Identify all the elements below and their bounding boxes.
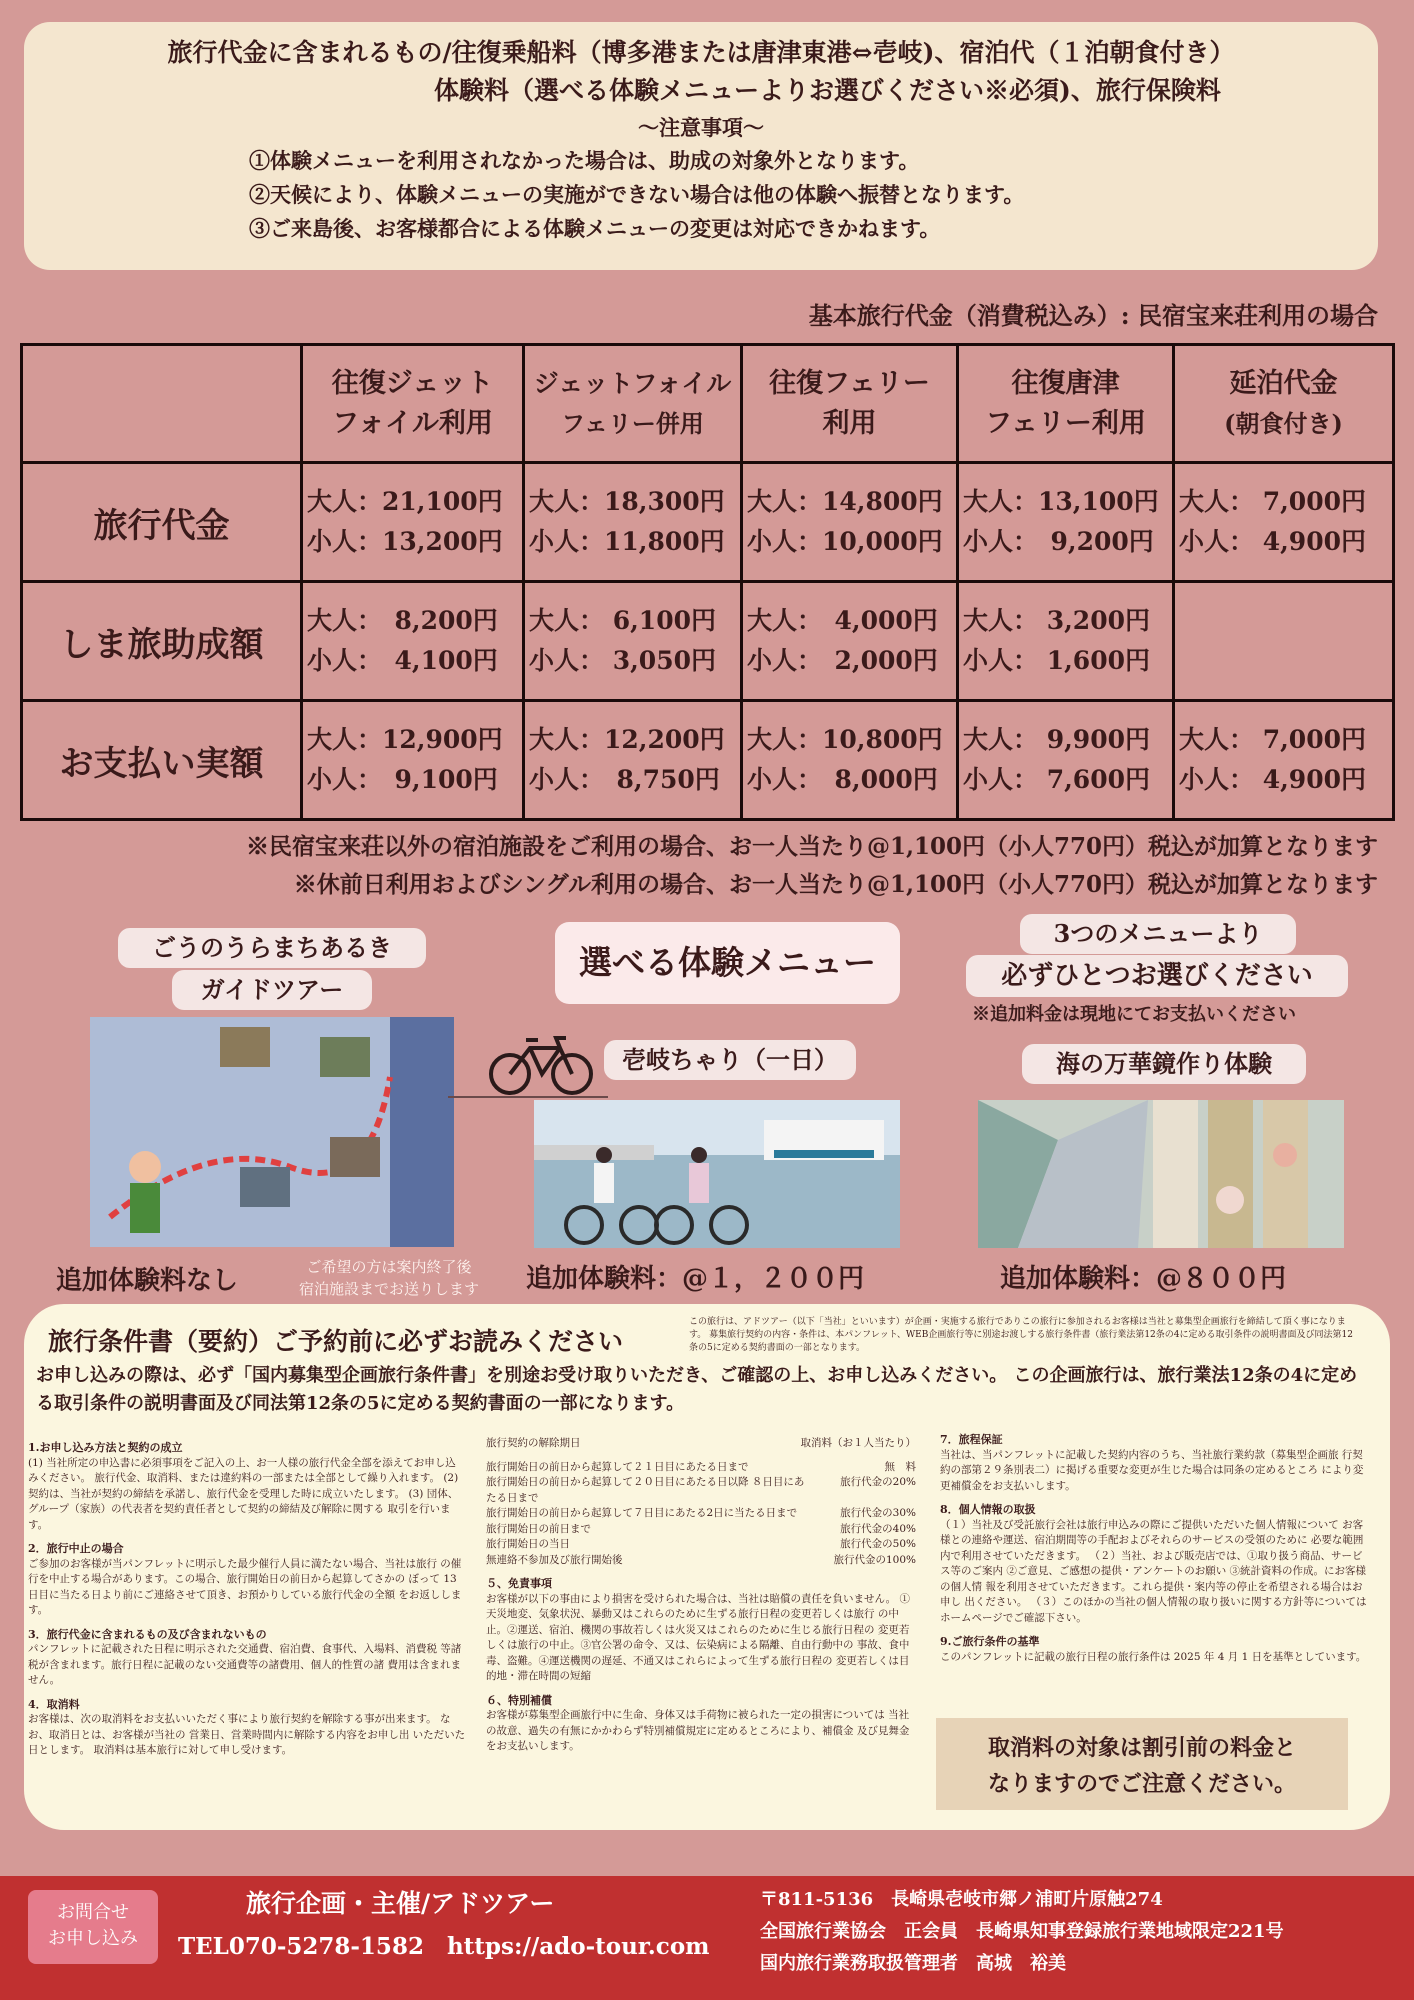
table-cell: 大人： 7,000円 小人： 4,900円 [1174,463,1394,582]
included-line1: 旅行代金に含まれるもの/往復乗船料（博多港または唐津東港⇔壱岐)、宿泊代（１泊朝食付き） [167,38,1235,67]
menu-item-name: 海の万華鏡作り体験 [1022,1044,1306,1084]
table-cell: 大人： 8,200円 小人： 4,100円 [302,582,524,701]
table-cell: 大人： 6,100円 小人： 3,050円 [524,582,742,701]
included-items-panel [24,22,1378,270]
contact-phone-url[interactable]: TEL070-5278-1582 https://ado-tour.com [178,1933,710,1960]
row-label: お支払い実額 [22,701,302,820]
row-label: しま旅助成額 [22,582,302,701]
terms-intro: お申し込みの際は、必ず「国内募集型企画旅行条件書」を別途お受け取りいただき、ご確認の上、お申し込みください。 この企画旅行は、旅行業法12条の4に定める取引条件の説明書面及び同法第12条の5に定める契約書面の一部になります。 [36,1365,1358,1414]
cycling-photo [534,1100,900,1248]
table-header-row [22,345,1394,463]
cancel-table-row: 無連絡不参加及び旅行開始後 旅行代金の100% [486,1553,916,1566]
extra-fee-note: ※追加料金は現地にてお支払いください [972,1004,1296,1025]
menu-choose-line1: 3つのメニューより [1020,914,1296,954]
terms-column-2: 旅行契約の解除期日 取消料（お１人当たり） 旅行開始日の前日から起算して２１日目にあたる日まで 無 料 旅行開始日の前日から起算して２０日目にあたる日以降 ８日目にあたる日まで 旅行代金の20% 旅行開始日の前日から起算して７日目にあたる2日に当たる日まで 旅行代金の30% 旅行開始日の前日まで 旅行代金の40% 旅行開始日の当日 旅行代金の50% 無連絡不参加及び旅行開始後 旅行代金の100% ５、免責事項 お客様が以下の事由により損害を受けられた場合は、当社は賠償の責任を負いません。 ①天災地変、気象状況、暴動又はこれらのために生ずる旅行日程の変更若しくは旅行 の中止。②運送、宿泊、機関の事故若しくは火災又はこれらのために生じる旅行日程の 変更若しくは旅行の中止。③官公署の命令、又は、伝染病による隔離、自由行動中の 事故、食中毒、盗難。④運送機関の遅延、不通又はこれらによって生ずる旅行日程の 変更若しくは目的地・滞在時間の短縮 ６、特別補償 お客様が募集型企画旅行中に生命、身体又は手荷物に被られた一定の損害については 当社の故意、過失の有無にかかわらず特別補償規定に定めるところにより、補償金 及び見舞金をお支払いします。 [486,1437,916,1752]
cancel-table-row: 旅行開始日の前日まで 旅行代金の40% [486,1522,916,1535]
row-label: 旅行代金 [22,463,302,582]
cancel-table-row: 旅行開始日の当日 旅行代金の50% [486,1538,916,1550]
note-item: ①体験メニューを利用されなかった場合は、助成の対象外となります。 [249,148,920,173]
terms-column-1: 1.お申し込み方法と契約の成立 (1) 当社所定の申込書に必須事項をご記入の上、お一人様の旅行代金全部を添えてお申し込みください。 旅行代金、取消料、または違約料の一部または全部として繰り入れます。 (2) 契約は、当社が契約の締結を承諾し、旅行代金を受理した時に成立いたします。 (3) 団体、グループ（家族）の代表者を契約責任者として契約の締結及び解除に関する 取引を行います。 2．旅行中止の場合 ご参加のお客様が当パンフレットに明示した最少催行人員に満たない場合、当社は旅行 の催行を中止する場合があります。この場合、旅行開始日の前日から起算してさかの ぼって 13 日目に当たる日より前にご連絡させて頂き、お預かりしている旅行代金の全額 をお返しします。 3．旅行代金に含まれるもの及び含まれないもの パンフレットに記載された日程に明示された交通費、宿泊費、食事代、入場料、消費税 等諸税が含まれます。旅行日程に記載のない交通費等の諸費用、個人的性質の諸 費用は含まれません。 4．取消料 お客様は、次の取消料をお支払いいただく事により旅行契約を解除する事が出来ます。 なお、取消日とは、お客様が当社の 営業日、営業時間内に解除する内容をお申し出 いただいた日とします。 取消料は基本旅行に対して申し受けます。 [28,1441,466,1756]
bicycle-icon [486,1030,596,1096]
table-cell: 大人：10,800円 小人： 8,000円 [742,701,958,820]
menu-item-fee: 追加体験料なし [56,1266,239,1296]
menu-item-name: 壱岐ちゃり（一日） [604,1040,856,1080]
table-corner [22,345,302,463]
table-cell: 大人：14,800円 小人：10,000円 [742,463,958,582]
menu-choose-line2: 必ずひとつお選びください [966,955,1348,997]
table-cell: 大人： 4,000円 小人： 2,000円 [742,582,958,701]
table-cell: 大人： 9,900円 小人： 7,600円 [958,701,1174,820]
terms-panel [24,1304,1390,1830]
table-cell: 大人： 7,000円 小人： 4,900円 [1174,701,1394,820]
note-item: ②天候により、体験メニューの実施ができない場合は他の体験へ振替となります。 [249,182,1025,207]
menu-item-name: ごうのうらまちあるき [118,928,426,968]
table-row [22,463,1394,582]
price-heading: 基本旅行代金（消費税込み）: 民宿宝来荘利用の場合 [808,301,1378,330]
notes-heading: ～注意事項～ [638,115,764,140]
column-header: 延泊代金 (朝食付き) [1174,345,1394,463]
surcharge-note: ※休前日利用およびシングル利用の場合、お一人当たり@1,100円（小人770円）税込が加算となります [293,871,1378,898]
divider [448,1096,608,1098]
footer [0,1876,1414,2000]
table-cell: 大人：12,200円 小人： 8,750円 [524,701,742,820]
table-row [22,701,1394,820]
organizer-name: 旅行企画・主催/アドツアー [246,1889,555,1918]
cancel-table-row: 旅行開始日の前日から起算して２１日目にあたる日まで 無 料 [486,1460,916,1473]
table-cell [1174,582,1394,701]
walking-tour-map-image [90,1017,454,1247]
cancel-table-row: 旅行開始日の前日から起算して２０日目にあたる日以降 ８日目にあたる日まで 旅行代金の20% [486,1476,916,1504]
table-cell: 大人：13,100円 小人： 9,200円 [958,463,1174,582]
column-header: 往復フェリー 利用 [742,345,958,463]
cancellation-notice: 取消料の対象は割引前の料金と なりますのでご注意ください。 [936,1718,1348,1810]
column-header: 往復唐津 フェリー利用 [958,345,1174,463]
menu-item-name: ガイドツアー [172,970,372,1010]
cancel-table-row: 旅行開始日の前日から起算して７日目にあたる2日に当たる日まで 旅行代金の30% [486,1507,916,1519]
contact-button[interactable]: お問合せ お申し込み [28,1890,158,1964]
table-cell: 大人：12,900円 小人： 9,100円 [302,701,524,820]
table-cell: 大人：18,300円 小人：11,800円 [524,463,742,582]
table-cell: 大人：21,100円 小人：13,200円 [302,463,524,582]
terms-column-3: 7．旅程保証 当社は、当パンフレットに記載した契約内容のうち、当社旅行業約款（募集型企画旅 行契約の部第２９条別表二）に掲げる重要な変更が生じた場合は同条の定めるところ により変更補償金をお支払いします。 8．個人情報の取扱 （１）当社及び受託旅行会社は旅行申込みの際にご提供いただいた個人情報について お客様との連絡や運送、宿泊期間等の手配およびそれらのサービスの受領のために 必要な範囲内で利用させていただきます。 （２）当社、および販売店では、①取り扱う商品、サービス等のご案内 ②ご意見、ご感想の提供・アンケートのお願い ③統計資料の作成。にお客様の個人情 報を利用させていただきます。これら提供・案内等の停止を希望される場合はお申し 出ください。 （３）このほかの当社の個人情報の取り扱いに関する方針等についてはホームページでご確認下さい。 9.ご旅行条件の基準 このパンフレットに記載の旅行日程の旅行条件は 2025 年 4 月 1 日を基準としています。 [940,1433,1367,1663]
menu-item-note: ご希望の方は案内終了後 宿泊施設までお送りします [298,1258,479,1298]
table-row [22,582,1394,701]
menu-item-fee: 追加体験料：@８００円 [1000,1264,1287,1294]
kaleidoscope-photo [978,1100,1344,1248]
company-info: 〒811-5136 長崎県壱岐市郷ノ浦町片原触274 全国旅行業協会 正会員 長崎県知事登録旅行業地域限定221号 国内旅行業務取扱管理者 高城 裕美 [760,1889,1284,1974]
menu-item-fee: 追加体験料：@１，２００円 [526,1264,865,1294]
price-table [20,343,1395,821]
note-item: ③ご来島後、お客様都合による体験メニューの変更は対応できかねます。 [249,216,941,241]
surcharge-note: ※民宿宝来荘以外の宿泊施設をご利用の場合、お一人当たり@1,100円（小人770円）税込が加算となります [245,833,1378,860]
menu-title: 選べる体験メニュー [555,922,900,1004]
column-header: 往復ジェット フォイル利用 [302,345,524,463]
cancel-table-header: 旅行契約の解除期日 取消料（お１人当たり） [486,1437,916,1449]
table-cell: 大人： 3,200円 小人： 1,600円 [958,582,1174,701]
column-header: ジェットフォイル フェリー併用 [524,345,742,463]
terms-title: 旅行条件書（要約）ご予約前に必ずお読みください [48,1327,624,1356]
included-line2: 体験料（選べる体験メニューよりお選びください※必須)、旅行保険料 [434,76,1221,105]
terms-side-note: この旅行は、アドツアー（以下「当社」といいます）が企画・実施する旅行でありこの旅行に参加されるお客様は当社と募集型企画旅行を締結して頂く事になります。 募集旅行契約の内容・条件は、本パンフレット、WEB企画旅行等に別途お渡しする旅行条件書（旅行業法第12条の4に定める取引条件の説明書面及び同法第12条の5に定める契約書面の一部となります。 [689,1317,1353,1353]
